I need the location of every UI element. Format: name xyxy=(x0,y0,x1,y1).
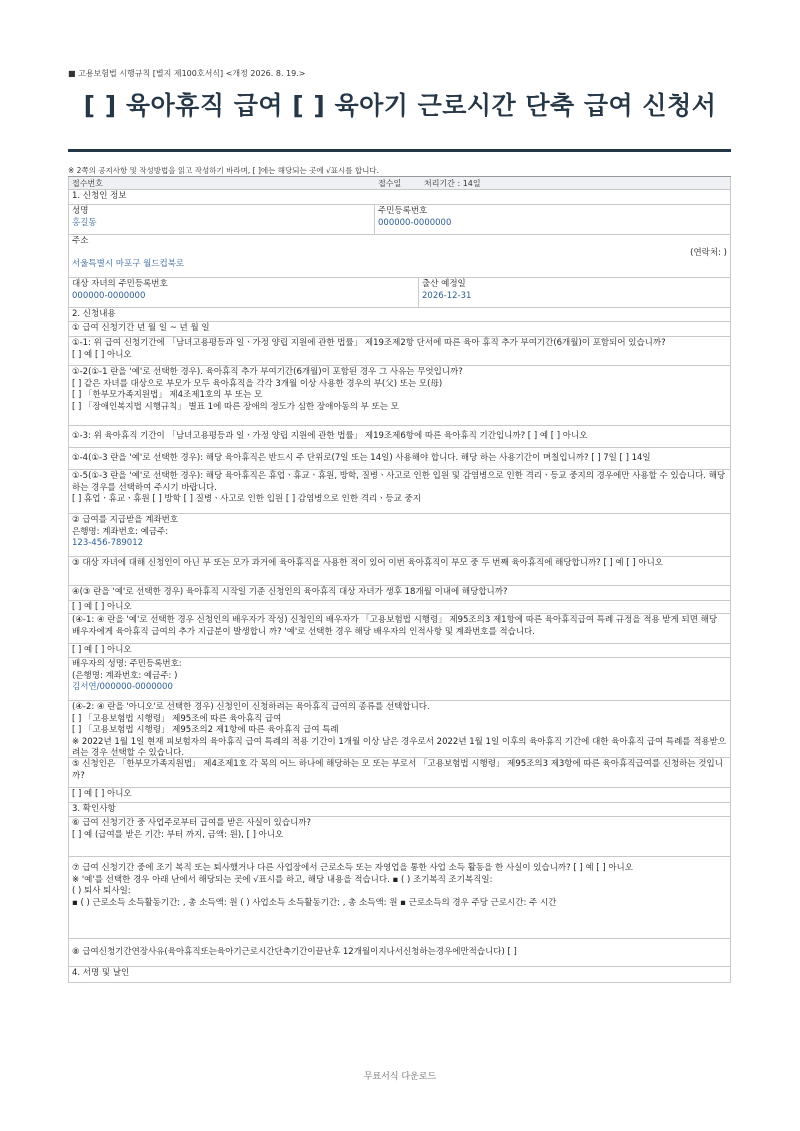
footer-download-link[interactable]: 무료서식 다운로드 xyxy=(363,1072,437,1082)
q1-3[interactable]: ①-3: 위 육아휴직 기간이 「남녀고용평등과 일ㆍ가정 양립 지원에 관한 법률」 제19조제6항에 따른 육아휴직 기간입니까? [ ] 예 [ ] 아니오 xyxy=(68,426,731,448)
q4-2-option-a[interactable]: [ ] 「고용보험법 시행령」 제95조에 따른 육아휴직 급여 xyxy=(72,713,282,724)
q8[interactable]: ⑧ 급여신청기간연장사유(육아휴직또는육아기근로시간단축기간이끝난후 12개월이지나서신청하는경우에만적습니다) [ ] xyxy=(68,939,731,967)
q1-1-options[interactable]: [ ] 예 [ ] 아니오 xyxy=(72,349,132,360)
receipt-number-label: 접수번호 xyxy=(72,179,103,188)
q7-question[interactable]: ⑦ 급여 신청기간 중에 조기 복직 또는 퇴사했거나 다른 사업장에서 근로소득 또는 자영업을 통한 사업 소득 활동을 한 사실이 있습니까? [ ] 예 [ ] 아니오 xyxy=(72,863,633,873)
q4-options[interactable]: [ ] 예 [ ] 아니오 xyxy=(68,601,731,614)
section2-heading: 2. 신청내용 xyxy=(68,308,731,322)
q5-question: ⑤ 신청인은 「한부모가족지원법」 제4조제1호 각 목의 어느 하나에 해당하는 모 또는 부로서 「고용보험법 시행령」 제95조의3 제3항에 따른 육아휴직급여를 신청하는 것입니까? xyxy=(68,758,731,788)
q1-1 xyxy=(68,337,731,366)
rrn-field[interactable]: 000000-0000000 xyxy=(378,217,452,228)
q1-2-option-a[interactable]: [ ] 같은 자녀를 대상으로 부모가 모두 육아휴직을 각각 3개월 이상 사용한 경우의 부(父) 또는 모(母) xyxy=(72,378,443,389)
q4-1-options[interactable]: [ ] 예 [ ] 아니오 xyxy=(68,644,731,658)
q6-options[interactable]: [ ] 예 (급여를 받은 기간: 부터 까지, 금액: 원), [ ] 아니오 xyxy=(72,829,284,840)
due-date-label: 출산 예정일 xyxy=(422,279,466,289)
child-rrn-field[interactable]: 000000-0000000 xyxy=(72,290,146,301)
page-title: [ ] 육아휴직 급여 [ ] 육아기 근로시간 단축 급여 신청서 xyxy=(83,91,717,120)
rrn-label: 주민등록번호 xyxy=(378,206,428,216)
q1-4[interactable]: ①-4(①-3 란을 '예'로 선택한 경우): 해당 육아휴직은 반드시 주 단위로(7일 또는 14일) 사용해야 합니다. 해당 하는 사용기간이 며칠입니까? [ ] 7일 [ ] 14일 xyxy=(68,448,731,470)
name-label: 성명 xyxy=(72,206,89,216)
spouse-row xyxy=(68,658,731,701)
q1-2-option-b[interactable]: [ ] 「한부모가족지원법」 제4조제1호의 부 또는 모 xyxy=(72,390,263,400)
q1-1-question: ①-1: 위 급여 신청기간에 「남녀고용평등과 일ㆍ가정 양립 지원에 관한 법률」 제19조제2항 단서에 따른 육아 휴직 추가 부여기간(6개월)이 포함되어 있습니까? xyxy=(72,338,666,348)
section4-heading: 4. 서명 및 날인 xyxy=(68,967,731,983)
q4-2-question: (④-2: ④ 란을 '아니오'로 선택한 경우) 신청인이 신청하려는 육아휴직 급여의 종류를 선택합니다. xyxy=(72,702,430,712)
section3-heading: 3. 확인사항 xyxy=(68,803,731,817)
section1-heading: 1. 신청인 정보 xyxy=(68,190,731,205)
receipt-date-label: 접수일 xyxy=(378,179,402,188)
spouse-fields: 배우자의 성명: 주민등록번호: xyxy=(72,659,182,669)
q1-2-question: ①-2(①-1 란을 '예'로 선택한 경우). 육아휴직 추가 부여기간(6개월)이 포함된 경우 그 사유는 무엇입니까? xyxy=(72,367,463,377)
q1-2 xyxy=(68,366,731,426)
contact-field[interactable]: (연락처: ) xyxy=(690,247,727,258)
spouse-field[interactable]: 김서연/000000-0000000 xyxy=(72,682,173,692)
applicant-row xyxy=(68,205,731,235)
q1-2-option-c[interactable]: [ ] 「장애인복지법 시행규칙」 별표 1에 따른 장애의 정도가 심한 장애아동의 부 또는 모 xyxy=(72,401,399,412)
q6 xyxy=(68,817,731,857)
q7-income[interactable]: ▪ ( ) 근로소득 소득활동기간: , 총 소득액: 원 ( ) 사업소득 소득활동기간: , 총 소득액: 원 ▪ 근로소득의 경우 주당 근로시간: 주 시간 xyxy=(72,897,557,908)
q4-question: ④(③ 란을 '예'로 선택한 경우) 육아휴직 시작일 기준 신청인의 육아휴직 대상 자녀가 생후 18개월 이내에 해당합니까? xyxy=(68,586,731,601)
q4-2-option-b[interactable]: [ ] 「고용보험법 시행령」 제95조의2 제1항에 따른 육아휴직 급여 특례 xyxy=(72,725,339,735)
q4-2 xyxy=(68,701,731,758)
q7-quit[interactable]: ( ) 퇴사 퇴사일: xyxy=(72,886,131,896)
q7 xyxy=(68,857,731,939)
q1-period[interactable]: ① 급여 신청기간 년 월 일 ~ 년 월 일 xyxy=(68,322,731,337)
q4-2-note: ※ 2022년 1월 1일 현재 피보험자의 육아휴직 급여 특례의 적용 기간이 1개월 이상 남은 경우로서 2022년 1월 1일 이후의 육아휴직 기간에 대한 육아휴직 급여 특례를 적용받으려는 경우 선택할 수 있습니다. xyxy=(72,736,727,758)
q2-account xyxy=(68,514,731,557)
address-row xyxy=(68,235,731,278)
q3[interactable]: ③ 대상 자녀에 대해 신청인이 아닌 부 또는 모가 과거에 육아휴직을 사용한 적이 있어 이번 육아휴직이 부모 중 두 번째 육아휴직에 해당합니까? [ ] 예 [ ] 아니오 xyxy=(68,557,731,586)
q2-label: ② 급여를 지급받을 계좌번호 xyxy=(72,515,179,525)
q1-5-options[interactable]: [ ] 휴업ㆍ휴교ㆍ휴원 [ ] 방학 [ ] 질병ㆍ사고로 인한 입원 [ ] 감염병으로 인한 격리ㆍ등교 중지 xyxy=(72,494,421,504)
title-divider xyxy=(68,149,731,152)
q2-fields: 은행명: 계좌번호: 예금주: xyxy=(72,526,169,537)
account-field[interactable]: 123-456-789012 xyxy=(72,538,144,548)
child-row xyxy=(68,278,731,308)
q7-note[interactable]: ※ '예'를 선택한 경우 아래 난에서 해당되는 곳에 √표시를 하고, 해당 내용을 적습니다. ▪ ( ) 조기복직 조기복직일: xyxy=(72,874,493,885)
child-rrn-label: 대상 자녀의 주민등록번호 xyxy=(72,279,168,289)
address-field[interactable]: 서울특별시 마포구 월드컵북로 xyxy=(72,259,185,269)
processing-period: 처리기간 : 14일 xyxy=(424,179,481,188)
receipt-row xyxy=(68,177,731,190)
spouse-bank: (은행명: 계좌번호: 예금주: ) xyxy=(72,670,178,681)
q1-5 xyxy=(68,470,731,514)
application-form xyxy=(68,176,731,983)
q1-5-question: ①-5(①-3 란을 '예'로 선택한 경우): 해당 육아휴직은 휴업ㆍ휴교ㆍ휴원, 방학, 질병ㆍ사고로 인한 입원 및 감염병으로 인한 격리ㆍ등교 중지의 경우에만 사용할 수 있습니다. 해당하는 경우를 선택하여 주시기 바랍니다. xyxy=(72,471,726,493)
address-label: 주소 xyxy=(72,236,89,246)
q5-options[interactable]: [ ] 예 [ ] 아니오 xyxy=(68,788,731,803)
q6-question: ⑥ 급여 신청기간 중 사업주로부터 급여를 받은 사실이 있습니까? xyxy=(72,818,312,828)
q4-1-question: (④-1: ④ 란을 '예'로 선택한 경우 신청인의 배우자가 작성) 신청인의 배우자가 「고용보험법 시행령」 제95조의3 제1항에 따른 육아휴직급여 특례 규정을 적용 받게 되면 해당 배우자에게 육아휴직 급여의 추가 지급분이 발생합니 까? '예'로 선택한 경우 해당 배우자의 인적사항 및 계좌번호를 적습니다. xyxy=(68,614,731,644)
due-date-field[interactable]: 2026-12-31 xyxy=(422,290,472,301)
name-field[interactable]: 홍길동 xyxy=(72,217,97,228)
instruction-note: ※ 2쪽의 공지사항 및 작성방법을 읽고 작성하기 바라며, [ ]에는 해당되는 곳에 √표시를 합니다. xyxy=(68,166,380,175)
legal-reference: ■ 고용보험법 시행규칙 [별지 제100호서식] <개정 2026. 8. 19.> xyxy=(68,69,306,78)
